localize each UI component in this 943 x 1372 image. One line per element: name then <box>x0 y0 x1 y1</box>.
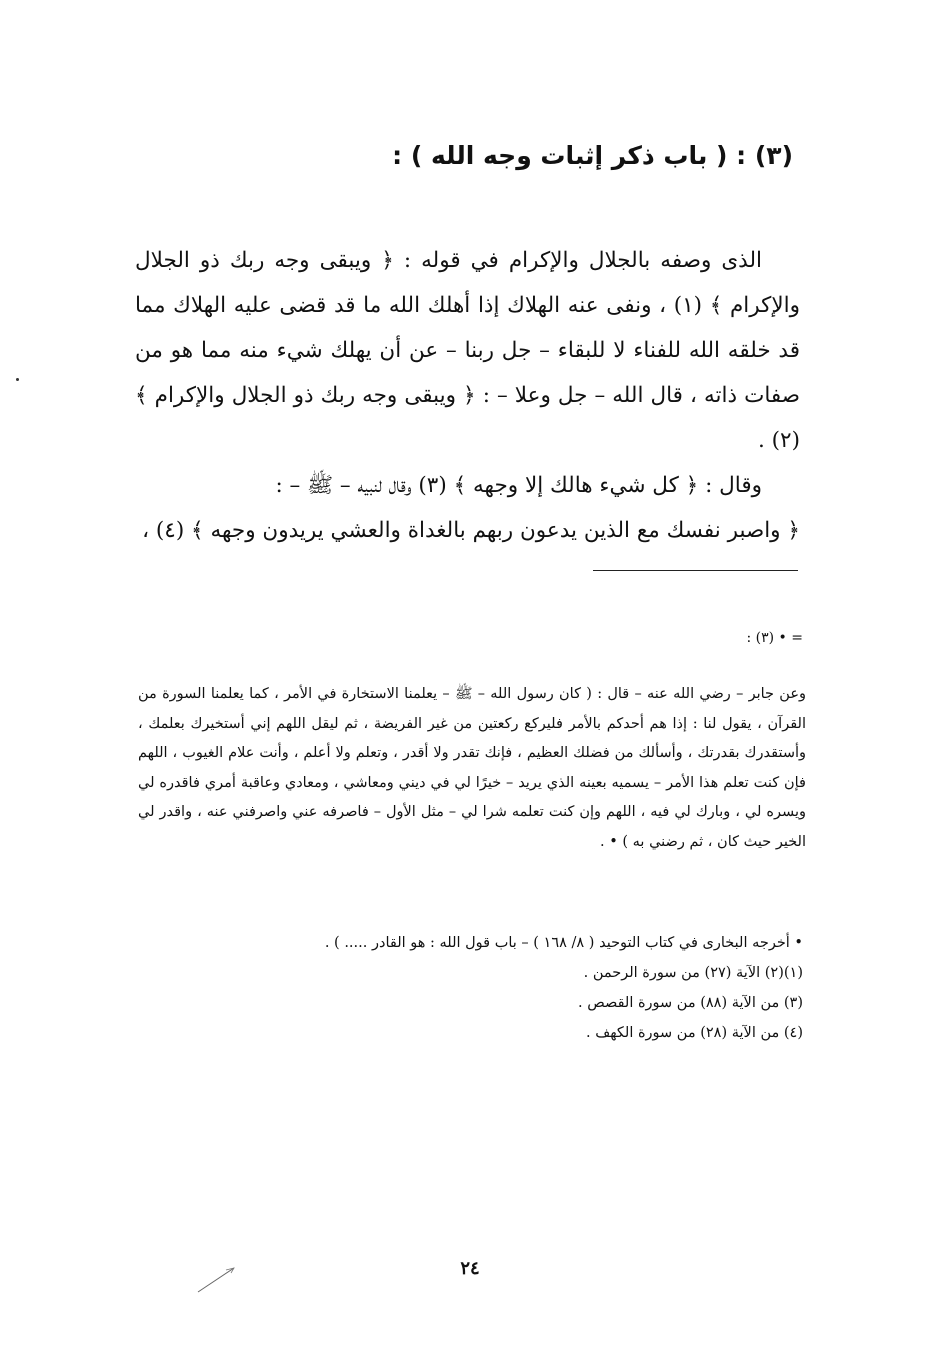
paragraph-quran-verse: وقال : ﴿ كل شيء هالك إلا وجهه ﴾ (٣) وقال لنبيه – ﷺ – : <box>275 473 762 498</box>
footnote-source: • أخرجه البخارى في كتاب التوحيد ( ٨/ ١٦٨ ) – باب قول الله : هو القادر ..... ) . <box>324 935 803 951</box>
paragraph-quran-verse-kahf: ﴿ واصبر نفسك مع الذين يدعون ربهم بالغداة والعشي يريدون وجهه ﴾ (٤) ، <box>142 518 800 543</box>
section-heading: (٣) : ( باب ذكر إثبات وجه الله ) : <box>392 141 793 170</box>
footnote-hadith-text <box>138 680 806 857</box>
footnote-4: (٤) من الآية (٢٨) من سورة الكهف . <box>585 1025 803 1041</box>
hadith-paragraph: وعن جابر – رضي الله عنه – قال : ( كان رسول الله – ﷺ – يعلمنا الاستخارة في الأمر ، كما يعلمنا السورة من القرآن ، يقول لنا : إذا هم أحدكم بالأمر فليركع ركعتين من غير الفريضة ، ثم ليقل اللهم إني أستخيرك بعلمك ، وأستقدرك بقدرتك ، وأسألك من فضلك العظيم ، فإنك تقدر ولا أقدر ، وتعلم ولا أعلم ، وأنت علام الغيوب ، اللهم فإن كنت تعلم هذا الأمر – يسميه بعينه الذي يريد – خيرًا لي في ديني ومعاشي ، ومعادي وعاقبة أمري فاقدره لي ويسره لي ، وبارك لي فيه ، اللهم وإن كنت تعلمه شرا لي – مثل الأول – فاصرفه عني واصرفني عنه ، واقدر لي الخير حيث كان ، ثم رضني به ) • . <box>138 686 806 850</box>
footnote-1-2: (١)(٢) الآية (٢٧) من سورة الرحمن . <box>583 965 803 981</box>
scan-speck <box>16 378 19 381</box>
main-text <box>135 238 800 553</box>
page-number: ٢٤ <box>460 1258 480 1279</box>
footnote-3: (٣) من الآية (٨٨) من سورة القصص . <box>578 995 803 1011</box>
pen-stroke-mark <box>196 1264 236 1294</box>
paragraph-attributes: الذى وصفه بالجلال والإكرام في قوله : ﴿ ويبقى وجه ربك ذو الجلال والإكرام ﴾ (١) ، ونفى عنه الهلاك إذا أهلك الله ما قد قضى عليه الهلاك مما قد خلقه الله للفناء لا للبقاء – جل ربنا – عن أن يهلك شيء منه مما هو من صفات ذاته ، قال الله – جل وعلا – : ﴿ ويبقى وجه ربك ذو الجلال والإكرام ﴾ (٢) . <box>135 248 800 453</box>
footnote-divider <box>593 570 798 571</box>
footnote-list <box>135 928 803 1048</box>
footnote-continuation-marker: = • (٣) : <box>746 630 803 646</box>
